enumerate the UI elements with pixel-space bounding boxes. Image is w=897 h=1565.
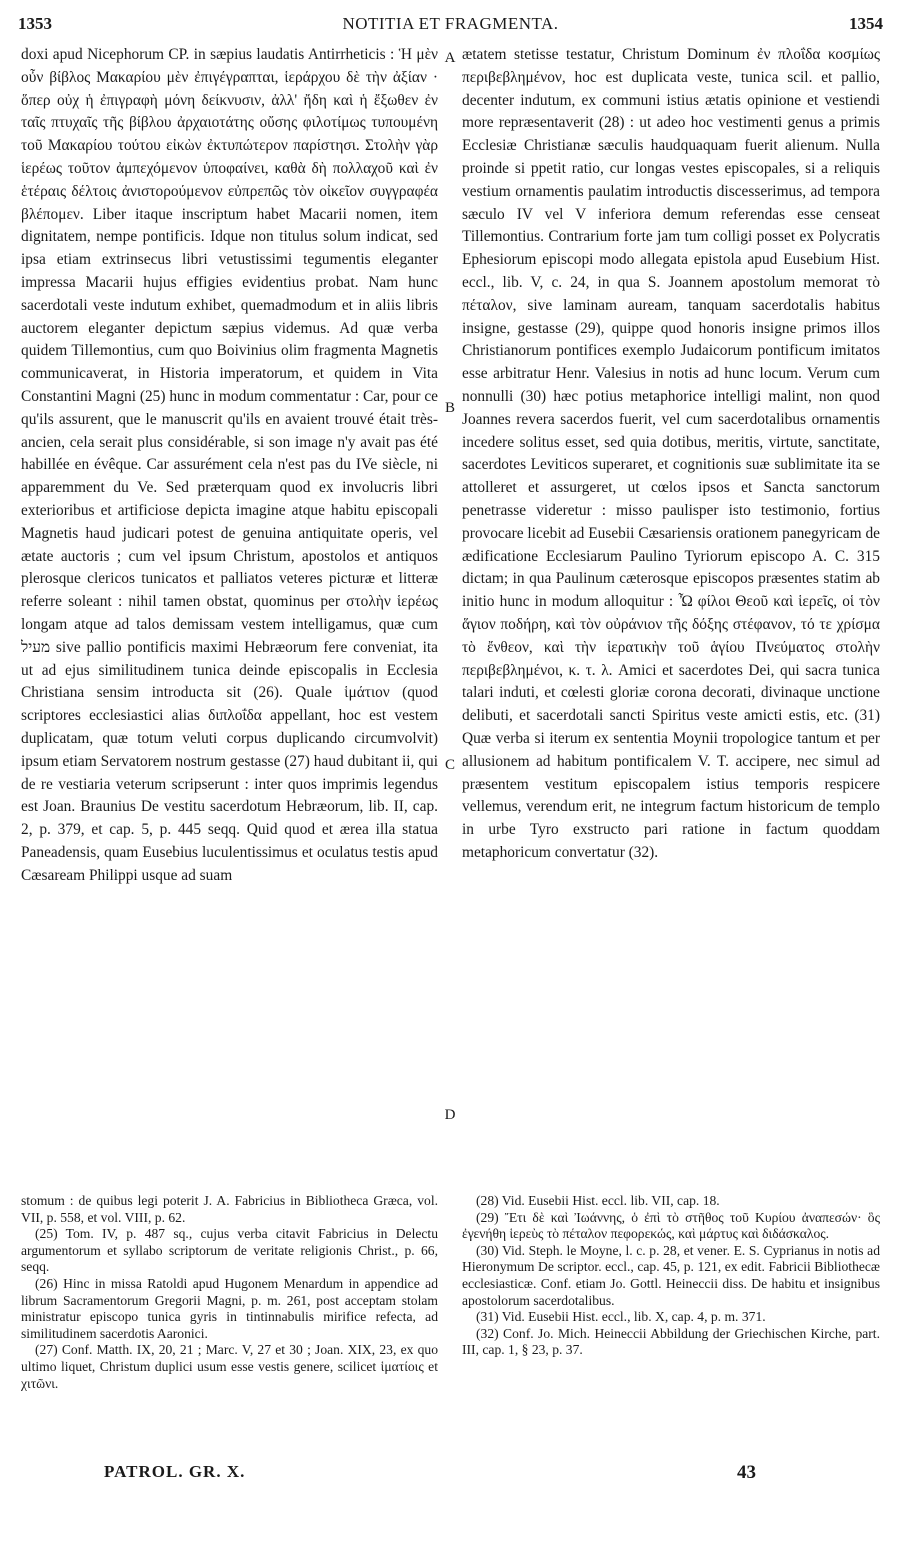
footnote-30: (30) Vid. Steph. le Moyne, l. c. p. 28, et vener. E. S. Cyprianus in notis ad Hieronymum De scriptor. eccl., cap. 45, p. 121, ex edit. Fabricii Bibliothecæ ecclesiasticæ. Conf. etiam Jo. Gottl. Heineccii diss. De habitu et insignibus apostolorum sacerdotalibus. bbox=[462, 1242, 880, 1308]
footnote-28: (28) Vid. Eusebii Hist. eccl. lib. VII, cap. 18. bbox=[476, 1193, 720, 1208]
footer-signature: PATROL. GR. X. bbox=[104, 1462, 246, 1481]
footer-gathering-number: 43 bbox=[737, 1462, 756, 1483]
margin-letter-c: C bbox=[444, 757, 455, 773]
footnote-32: (32) Conf. Jo. Mich. Heineccii Abbildung der Griechischen Kirche, part. III, cap. 1, § 23, p. 37. bbox=[462, 1325, 880, 1358]
left-column-text: doxi apud Nicephorum CP. in sæpius laudatis Antirrheticis : Ἡ μὲν οὖν βίβλος Μακαρίου μὲν ἐπιγέγραπται, ἱεράρχου δὲ τὴν ἀξίαν · ὅπερ οὐχ ἡ ἐπιγραφὴ μόνη δείκνυσιν, ἀλλ' ἤδη καὶ ἡ ἔξωθεν ἐν ταῖς πτυχαῖς τῆς βίβλου ἀρχαιοτάτης οὔσης φιλοτίμως τυπουμένη τοῦ Μακαρίου τούτου εἰκὼν ἐκτυπώτερον παρίστησι. Στολὴν γὰρ ἱερέως τοῦτον ἀμπεχόμενον ὑποφαίνει, καθὰ δὴ πολλαχοῦ καὶ ἐν ἑτέραις δέλτοις ἀνιστορούμενον εὐπρεπῶς τὸν οἰκεῖον συγγραφέα βλέπομεν. Liber itaque inscriptum habet Macarii nomen, item dignitatem, nempe pontificis. Idque non titulus solum indicat, sed ipsa etiam extrinsecus libri vetustissimi tegumentis eleganter impressa Macarii hujus effigies evidentius probat. Nam hunc sacerdotali veste indutum exhibet, quemadmodum et in aliis libris auctorem eleganter depictum sæpius videmus. Ad quæ verba quidem Tillemontius, cum quo Boivinius olim fragmenta Magnetis communicaverat, in Historia imperatorum, et quidem in Vita Constantini Magni (25) hunc in modum commentatur : Car, pour ce qu'ils assurent, que le manuscrit qu'ils en avaient trouvé était très-ancien, cela serait plus considérable, si son image n'y avait pas été habillée en évêque. Car assurément cela n'est pas du IVe siècle, ni apparemment du Ve. Sed præterquam quod ex involucris libri exterioribus et artificiose depicta imagine atque habitu episcopali Magnetis haud judicari potest de genuina antiquitate operis, vel ætate auctoris ; cum vel ipsum Christum, apostolos et antiquos plerosque clericos tunicatos et palliatos veteres picturæ et litteræ referre soleant : nihil tamen obstat, quominus per στολὴν ἱερέως longam atque ad talos demissam vestem intelligamus, quæ cum מעיל sive pallio pontificis maximi Hebræorum fere conveniat, ita ut ad ejus similitudinem tunica deinde episcopalis in Ecclesia Christiana sensim introducta sit (26). Quale ἱμάτιον (quod scriptores ecclesiastici alias διπλοΐδα appellant, hoc est vestem duplicatam, quæ totum veluti corpus duplicando circumvolvit) ipsum etiam Servatorem nostrum gestasse (27) haud dubitant ii, qui de re vestiaria veterum scripserunt : inter quos imprimis legendus est Joan. Braunius De vestitu sacerdotum Hebræorum, lib. II, cap. 2, p. 379, et cap. 5, p. 445 seqq. Quid quod et ærea illa statua Paneadensis, quam Eusebius luculentissimus et oculatus testis apud Cæsaream Philippi usque ad suam bbox=[21, 46, 438, 884]
right-column-text: ætatem stetisse testatur, Christum Dominum ἐν πλοΐδα κοσμίως περιβεβλημένον, hoc est duplicata veste, tunica scil. et pallio, decenter indutum, ex communi istius ætatis opinione et vestiendi more repræsentaverit (28) : ut adeo hoc vestimenti genus a primis Ecclesiæ Christianæ sæculis haudquaquam fuerit alienum. Nulla proinde si ppetit ratio, cur longas vestes episcopales, si a reliquis vestium ornamentis paulatim introductis discesserimus, ad tempora sæculo IV vel V inferiora demum referendas esse censeat Tillemontius. Contrarium forte jam tum colligi posset ex Polycratis Ephesiorum episcopi modo allegata epistola apud Eusebium Hist. eccl., lib. V, c. 24, in qua S. Joannem apostolum memorat τὸ πέταλον, sive laminam auream, tanquam sacerdotalis habitus insigne, gestasse (29), quippe quod honoris insigne primos illos Christianorum pontifices exemplo Judaicorum pontificum imitatos esse arbitratur Henr. Valesius in notis ad hunc locum. Verum cum nonnulli (30) hæc potius metaphorice intelligi malint, non quod Joannes revera sacerdos fuerit, vel cum sacerdotalibus ornamentis incedere solitus esset, sed quia dotibus, meritis, virtute, sanctitate, sacerdotes Leviticos superaret, et cognitionis suæ sublimitate ita se attolleret et assurgeret, ut cœlos ipsos et Sancta sanctorum penetrasse videretur : misso paulisper isto testimonio, fortius provocare licebit ad Eusebii Cæsariensis orationem panegyricam de ædificatione Ecclesiarum Paulino Tyriorum episcopo A. C. 315 dictam; in qua Paulinum cæterosque episcopos præsentes statim ab initio hunc in modum alloquitur : Ὦ φίλοι Θεοῦ καὶ ἱερεῖς, οἱ τὸν ἅγιον ποδήρη, καὶ τὸν οὐράνιον τῆς δόξης στέφανον, τό τε χρίσμα τὸ ἔνθεον, καὶ τὴν ἱερατικὴν τοῦ ἁγίου Πνεύματος στολὴν περιβεβλημένοι, κ. τ. λ. Amici et sacerdotes Dei, qui sacra tunica talari induti, et cœlesti gloriæ corona decorati, divinaque unctione delibuti, et sacerdotali sancti Spiritus veste amicti estis, etc. (31) Quæ verba si iterum ex sententia Moynii tropologice tantum et per allusionem ad habitum pontificalem V. T. accipere, nec simul ad præsentem vestitum episcopalem istius temporis respicere vellemus, verendum erit, ne integrum factum historicum de templo in urbe Tyro exstructo pari ratione in factum quoddam metaphoricum convertatur (32). bbox=[462, 46, 880, 861]
footnote-26: (26) Hinc in missa Ratoldi apud Hugonem Menardum in appendice ad librum Sacramentorum Gregorii Magni, p. m. 261, post acceptam stolam ministratur episcopo tunica gyris in tintinnabulis mirifice refecta, ad similitudinem sacerdotis Aaronici. bbox=[21, 1275, 438, 1341]
right-footnotes bbox=[462, 1193, 880, 1449]
footnote-continuation: stomum : de quibus legi poterit J. A. Fabricius in Bibliotheca Græca, vol. VII, p. 558, et vol. VIII, p. 62. bbox=[21, 1193, 438, 1225]
footnote-25: (25) Tom. IV, p. 487 sq., cujus verba citavit Fabricius in Delectu argumentorum et syllabo scriptorum de veritate religionis Christ., p. 66, seqq. bbox=[21, 1226, 438, 1275]
footnote-29: (29) Ἔτι δὲ καὶ Ἰωάννης, ὁ ἐπὶ τὸ στῆθος τοῦ Κυρίου ἀναπεσών· ὃς ἐγενήθη ἱερεὺς τὸ πέταλον πεφορεκώς, καὶ μάρτυς καὶ διδάσκαλος. bbox=[462, 1209, 880, 1242]
footnote-31: (31) Vid. Eusebii Hist. eccl., lib. X, cap. 4, p. m. 371. bbox=[476, 1309, 766, 1325]
right-page-number: 1354 bbox=[849, 14, 883, 33]
right-text-column bbox=[462, 44, 880, 1180]
margin-letter-d: D bbox=[444, 1107, 456, 1123]
left-text-column bbox=[21, 44, 438, 1180]
running-title: NOTITIA ET FRAGMENTA. bbox=[342, 14, 559, 33]
margin-letter-b: B bbox=[444, 400, 455, 416]
page-header bbox=[18, 14, 883, 38]
margin-letter-a: A bbox=[444, 50, 456, 66]
left-page-number: 1353 bbox=[18, 14, 52, 33]
page-footer bbox=[0, 1462, 897, 1492]
footnote-27: (27) Conf. Matth. IX, 20, 21 ; Marc. V, 27 et 30 ; Joan. XIX, 23, ex quo ultimo liquet, Christum duplici usum esse vestis genere, scilicet ἱματίοις et χιτῶνι. bbox=[21, 1342, 438, 1391]
left-footnotes bbox=[21, 1193, 438, 1449]
